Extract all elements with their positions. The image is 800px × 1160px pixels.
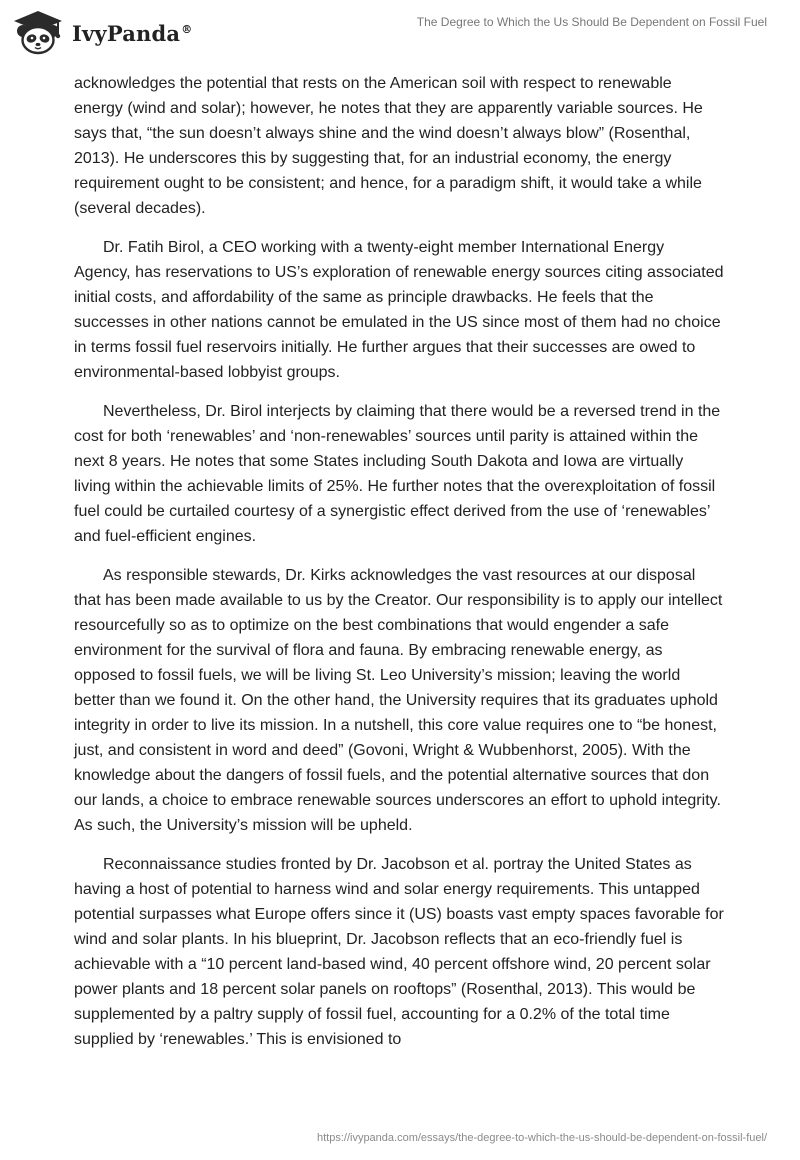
document-title: The Degree to Which the Us Should Be Dependent on Fossil Fuel [416,15,767,29]
source-url[interactable]: https://ivypanda.com/essays/the-degree-to-which-the-us-should-be-dependent-on-fossil-fuel/ [316,1132,767,1144]
logo-text: IvyPanda [72,21,181,46]
paragraph: Reconnaissance studies fronted by Dr. Jacobson et al. portray the United States as having a host of potential to harness wind and solar energy requirements. This untapped potential surpasses what Europe offers since it (US) boasts vast empty spaces favorable for wind and solar plants. In his blueprint, Dr. Jacobson reflects that an eco-friendly fuel is achievable with a “10 percent land-based wind, 40 percent offshore wind, 20 percent solar power plants and 18 percent solar panels on rooftops” (Rosenthal, 2013). This would be supplemented by a paltry supply of fossil fuel, accounting for a 0.2% of the total time supplied by ‘renewables.’ This is envisioned to [74,856,724,1048]
essay-body [74,71,724,1066]
page-header [0,0,800,66]
paragraph: As responsible stewards, Dr. Kirks acknowledges the vast resources at our disposal that has been made available to us by the Creator. Our responsibility is to apply our intellect resourcefully so as to optimize on the best combinations that would engender a safe environment for the survival of flora and fauna. By embracing renewable energy, as opposed to fossil fuels, we will be living St. Leo University’s mission; leaving the world better than we found it. On the other hand, the University requires that its graduates uphold integrity in order to live its mission. In a nutshell, this core value requires one to “be honest, just, and consistent in word and deed” (Govoni, Wright & Wubbenhorst, 2005). With the knowledge about the dangers of fossil fuels, and the potential alternative sources that don our lands, a choice to embrace renewable sources underscores an effort to uphold integrity. As such, the University’s mission will be upheld. [74,567,723,834]
panda-graduation-cap-icon [12,9,64,55]
logo-wordmark [72,21,192,46]
paragraph: Nevertheless, Dr. Birol interjects by claiming that there would be a reversed trend in the cost for both ‘renewables’ and ‘non-renewables’ sources until parity is attained within the next 8 years. He notes that some States including South Dakota and Iowa are virtually living within the achievable limits of 25%. He further notes that the overexploitation of fossil fuel could be curtailed courtesy of a synergistic effect derived from the use of ‘renewables’ and fuel-efficient engines. [74,403,721,545]
paragraph: Dr. Fatih Birol, a CEO working with a twenty-eight member International Energy Agency, has reservations to US’s exploration of renewable energy sources citing associated initial costs, and affordability of the same as principle drawbacks. He feels that the successes in other nations cannot be emulated in the US since most of them had no choice in terms fossil fuel reservoirs initially. He further argues that their successes are owed to environmental-based lobbyist groups. [74,239,724,381]
ivypanda-logo[interactable] [12,9,222,57]
registered-mark: ® [181,23,193,36]
paragraph: acknowledges the potential that rests on the American soil with respect to renewable energy (wind and solar); however, he notes that they are apparently variable sources. He says that, “the sun doesn’t always shine and the wind doesn’t always blow” (Rosenthal, 2013). He underscores this by suggesting that, for an industrial economy, the energy requirement ought to be consistent; and hence, for a paradigm shift, it would take a while (several decades). [74,75,703,217]
